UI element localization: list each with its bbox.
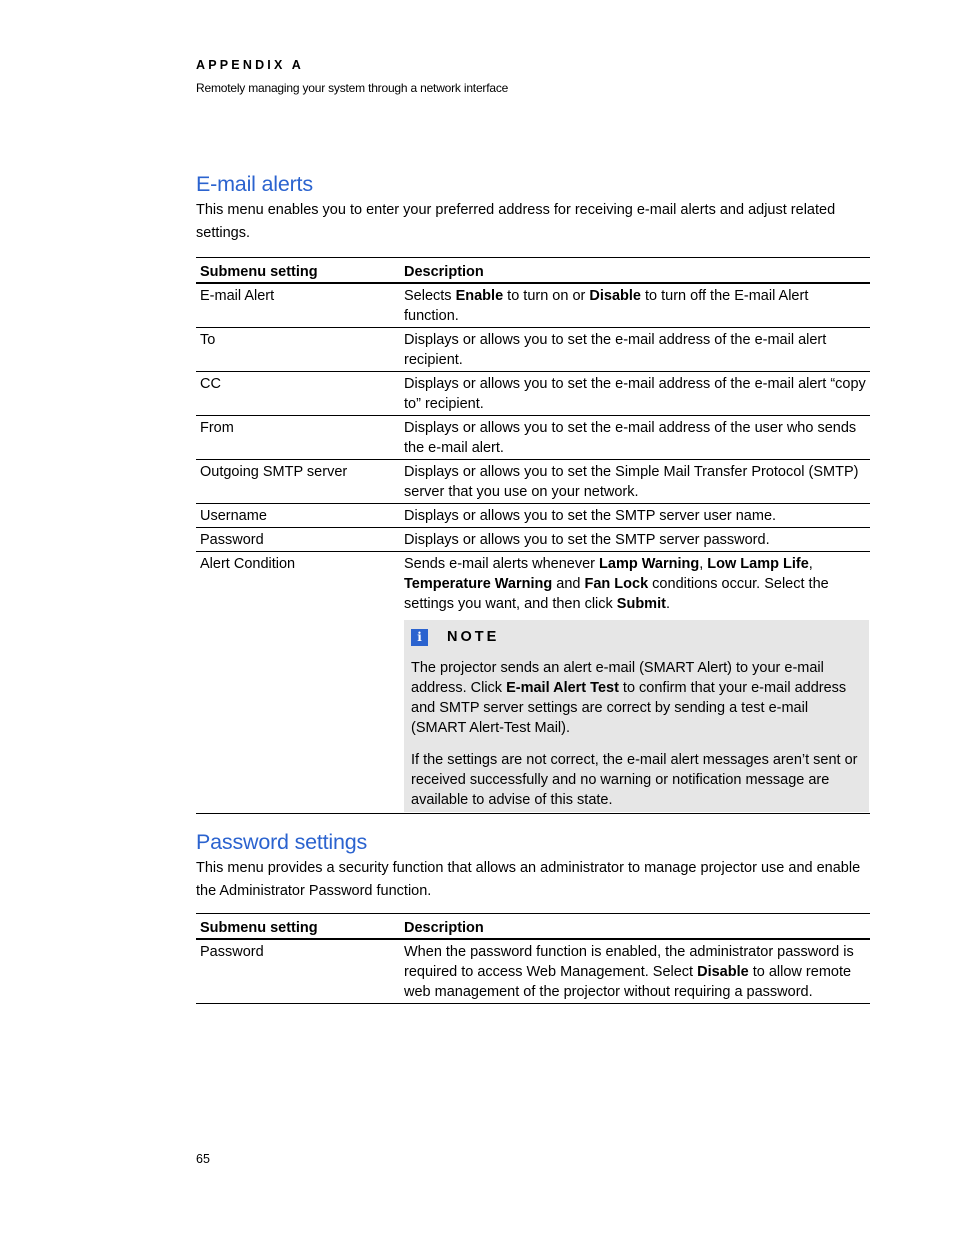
email-alerts-intro: This menu enables you to enter your preferred address for receiving e-mail alerts and adjust related settings. — [196, 202, 836, 241]
setting-cell: Alert Condition — [200, 556, 296, 572]
table-row — [196, 528, 870, 552]
table-row — [196, 283, 870, 328]
table-row — [196, 328, 870, 372]
note-label: NOTE — [447, 629, 500, 645]
column-header-description: Description — [404, 920, 484, 936]
table-row — [196, 460, 870, 504]
page-number: 65 — [196, 1152, 210, 1166]
table-row — [196, 939, 870, 1004]
description-cell: Selects Enable to turn on or Disable to turn off the E-mail Alert function. — [404, 288, 809, 324]
description-cell: Displays or allows you to set the e-mail address of the e-mail alert “copy to” recipient. — [404, 376, 866, 412]
description-cell: Sends e-mail alerts whenever Lamp Warning, Low Lamp Life, Temperature Warning and Fan Lock conditions occur. Select the settings you want, and then click Submit. i NOTE The projector sends an alert e-mail (SMART Alert) to your e-mail address. Click E-mail Alert Test to confirm that your e-mail address and SMTP server settings are correct by sending a test e-mail (SMART Alert-Test Mail). If the settings are not correct, the e-mail alert messages aren’t sent or received successfully and no warning or notification message are available to advise of this state. — [398, 552, 870, 814]
setting-cell: E-mail Alert — [200, 288, 275, 304]
description-cell: When the password function is enabled, the administrator password is required to access Web Management. Select Disable to allow remote web management of the projector without requiring a password. — [404, 944, 854, 1000]
table-row — [196, 504, 870, 528]
setting-cell: From — [200, 420, 234, 436]
note-box — [404, 620, 869, 812]
table-header-row — [196, 258, 870, 284]
description-cell: Displays or allows you to set the e-mail address of the e-mail alert recipient. — [404, 332, 827, 368]
info-icon: i — [411, 629, 428, 646]
appendix-label: APPENDIX A — [196, 58, 304, 72]
note-paragraph: The projector sends an alert e-mail (SMART Alert) to your e-mail address. Click E-mail Alert Test to confirm that your e-mail address and SMTP server settings are correct by sending a test e-mail (SMART Alert-Test Mail). — [411, 660, 847, 736]
password-settings-section — [196, 829, 870, 1004]
column-header-setting: Submenu setting — [200, 920, 318, 936]
email-alerts-section — [196, 171, 870, 814]
table-row — [196, 416, 870, 460]
email-alerts-table — [196, 257, 870, 814]
description-cell: Displays or allows you to set the SMTP server user name. — [404, 508, 777, 524]
table-header-row — [196, 914, 870, 940]
email-alerts-heading: E-mail alerts — [196, 172, 313, 196]
table-row — [196, 552, 870, 814]
note-paragraph: If the settings are not correct, the e-mail alert messages aren’t sent or received successfully and no warning or notification message are available to advise of this state. — [411, 752, 858, 808]
description-cell: Displays or allows you to set the Simple Mail Transfer Protocol (SMTP) server that you use on your network. — [404, 464, 859, 500]
setting-cell: Username — [200, 508, 267, 524]
description-cell: Displays or allows you to set the SMTP server password. — [404, 532, 770, 548]
setting-cell: To — [200, 332, 216, 348]
chapter-subtitle: Remotely managing your system through a network interface — [196, 81, 509, 95]
setting-cell: Password — [200, 944, 264, 960]
setting-cell: Outgoing SMTP server — [200, 464, 348, 480]
password-settings-heading: Password settings — [196, 830, 368, 854]
column-header-description: Description — [404, 264, 484, 280]
password-settings-table — [196, 913, 870, 1004]
setting-cell: CC — [200, 376, 221, 392]
setting-cell: Password — [200, 532, 264, 548]
table-row — [196, 372, 870, 416]
password-settings-intro: This menu provides a security function that allows an administrator to manage projector use and enable the Administrator Password function. — [196, 860, 861, 899]
column-header-setting: Submenu setting — [200, 264, 318, 280]
description-cell: Displays or allows you to set the e-mail address of the user who sends the e-mail alert. — [404, 420, 857, 456]
